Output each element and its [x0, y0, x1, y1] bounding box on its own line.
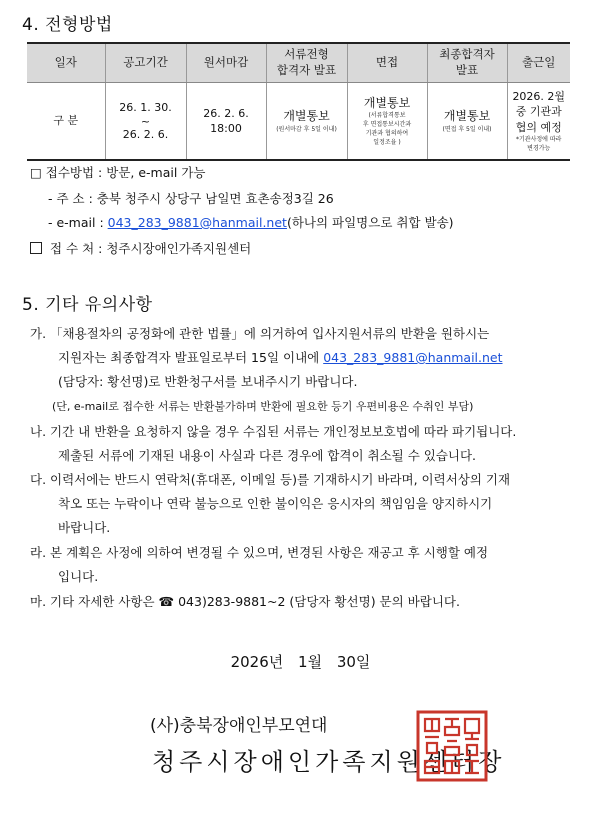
row-label: 구 분 — [27, 83, 105, 161]
doc-result-main: 개별통보 — [283, 109, 330, 124]
header-date: 일자 — [27, 43, 105, 83]
application-place-text: 접 수 처 : 청주시장애인가족지원센터 — [50, 241, 252, 256]
posting-start: 26. 1. 30. — [119, 101, 172, 115]
application-method: □ 접수방법 : 방문, e-mail 가능 — [30, 165, 206, 180]
header-interview: 면접 — [347, 43, 427, 83]
email-link[interactable]: 043_283_9881@hanmail.net — [107, 215, 287, 230]
organization-name: (사)충북장애인부모연대 — [150, 716, 328, 736]
header-start-date: 출근일 — [507, 43, 570, 83]
final-result-main: 개별통보 — [443, 109, 491, 124]
schedule-data-row — [27, 83, 570, 161]
start-date-note-2: 변경가능 — [527, 145, 551, 153]
header-doc-result — [266, 43, 347, 83]
header-posting-period: 공고기간 — [105, 43, 186, 83]
note-ga-line-3: (담당자: 황선명)로 반환청구서를 보내주시기 바랍니다. — [58, 374, 358, 389]
start-date-line-3: 협의 예정 — [515, 120, 562, 134]
return-email-link[interactable]: 043_283_9881@hanmail.net — [323, 350, 503, 365]
email-prefix: - e-mail : — [48, 215, 108, 230]
doc-result-note: (원서마감 후 5일 이내) — [276, 125, 337, 133]
deadline-date: 26. 2. 6. — [203, 106, 249, 120]
schedule-header-row — [27, 43, 570, 83]
header-final-result — [427, 43, 507, 83]
start-date-line-1: 2026. 2월 — [512, 89, 566, 103]
center-director-title: 청주시장애인가족지원센터장 — [152, 748, 506, 776]
interview-note-2: 후 면접통보시간과 — [362, 121, 412, 129]
checkbox-square-icon — [30, 242, 42, 254]
deadline-time: 18:00 — [210, 122, 242, 135]
posting-end: 26. 2. 6. — [122, 127, 169, 141]
note-ga-line-2 — [58, 348, 503, 366]
note-ra-line-1: 라. 본 계획은 사정에 의하여 변경될 수 있으며, 변경된 사항은 재공고 후 시행할 예정 — [30, 545, 489, 560]
note-ma-line: 마. 기타 자세한 사항은 ☎ 043)283-9881~2 (담당자 황선명) 문의 바랍니다. — [30, 594, 460, 609]
note-na-line-1: 나. 기간 내 반환을 요청하지 않을 경우 수집된 서류는 개인정보보호법에 따라 파기됩니다. — [30, 424, 517, 439]
section-5-title: 5. 기타 유의사항 — [22, 295, 153, 315]
interview-main: 개별통보 — [363, 95, 411, 110]
note-da-line-3: 바랍니다. — [58, 520, 111, 535]
note-ga-line-2-text: 지원자는 최종합격자 발표일로부터 15일 이내에 — [58, 350, 324, 365]
interview-cell — [347, 83, 427, 161]
section-4-title: 4. 전형방법 — [22, 15, 113, 35]
deadline-cell — [186, 83, 266, 161]
start-date-cell — [507, 83, 570, 161]
interview-note-1: (서류합격통보 — [368, 112, 406, 120]
official-seal-icon — [415, 709, 489, 783]
interview-note-4: 일정조율 ) — [373, 139, 401, 147]
note-da-line-2: 착오 또는 누락이나 연락 불능으로 인한 불이익은 응시자의 책임임을 양지하시기 — [58, 496, 493, 511]
posting-period-cell — [105, 83, 186, 161]
final-result-cell — [427, 83, 507, 161]
application-email-line — [48, 213, 454, 231]
header-final-result-label: 최종합격자 발표 — [439, 47, 495, 77]
note-na-line-2: 제출된 서류에 기재된 내용이 사실과 다른 경우에 합격이 취소될 수 있습니다. — [58, 448, 477, 463]
header-deadline: 원서마감 — [186, 43, 266, 83]
note-ga-line-1: 가. 「채용절차의 공정화에 관한 법률」에 의거하여 입사지원서류의 반환을 원하시는 — [30, 326, 490, 341]
doc-result-cell — [266, 83, 347, 161]
document-date: 2026년 1월 30일 — [230, 653, 371, 671]
email-suffix: (하나의 파일명으로 취합 발송) — [286, 215, 454, 230]
final-result-note: (면접 후 5일 이내) — [442, 125, 492, 133]
schedule-table — [27, 42, 570, 161]
header-doc-result-label: 서류전형 합격자 발표 — [276, 47, 337, 77]
note-da-line-1: 다. 이력서에는 반드시 연락처(휴대폰, 이메일 등)를 기재하시기 바라며, 이력서상의 기재 — [30, 472, 511, 487]
start-date-note-1: *기관사정에 따라 — [516, 136, 562, 144]
start-date-line-2: 중 기관과 — [515, 105, 562, 119]
application-address: - 주 소 : 충북 청주시 상당구 남일면 효촌송정3길 26 — [48, 191, 334, 206]
application-place — [30, 239, 251, 257]
seal-glyphs — [425, 719, 479, 773]
note-ga-line-4: (단, e-mail로 접수한 서류는 반환불가하며 반환에 필요한 등기 우편비용은 수취인 부담) — [52, 400, 474, 413]
interview-note-3: 기관과 협의하여 — [365, 130, 409, 138]
note-ra-line-2: 입니다. — [58, 569, 99, 584]
posting-tilde: ~ — [140, 114, 151, 128]
